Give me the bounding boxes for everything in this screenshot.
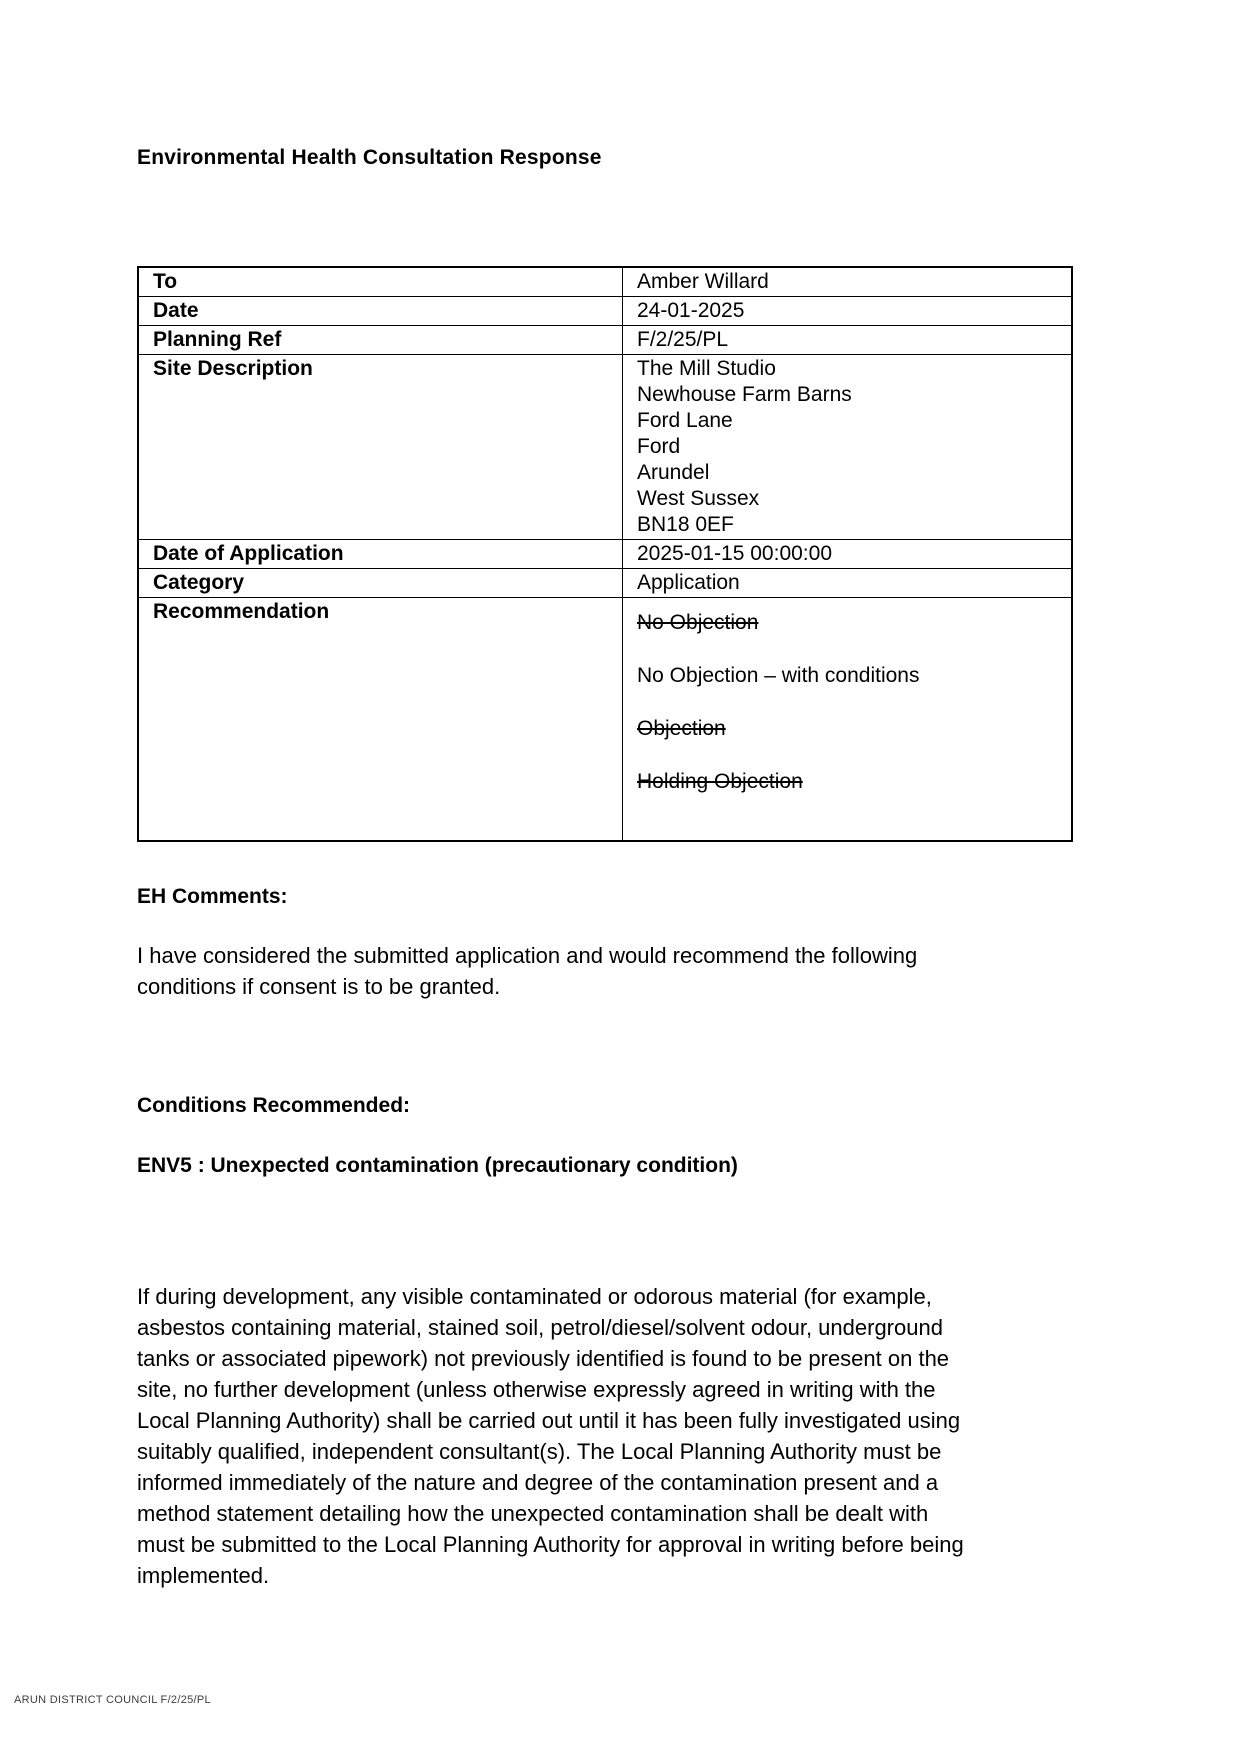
row-label: Date [138,297,623,326]
row-value: Amber Willard [623,267,1073,297]
document-title: Environmental Health Consultation Response [137,146,602,169]
table-row [138,297,1072,326]
info-table-body [138,267,1072,841]
table-row [138,355,1072,540]
table-row [138,540,1072,569]
row-value: 24-01-2025 [623,297,1073,326]
table-row [138,569,1072,598]
table-row [138,598,1072,842]
table-row [138,267,1072,297]
row-label: Recommendation [138,598,623,842]
recommendation-option-selected: No Objection – with conditions [637,664,920,687]
row-label: Category [138,569,623,598]
address-line: Newhouse Farm Barns [637,383,852,406]
row-label: To [138,267,623,297]
recommendation-option-struck: No Objection [637,611,759,634]
recommendation-option-struck: Holding Objection [637,770,803,793]
eh-comments-heading: EH Comments: [137,885,288,908]
recommendation-option-struck: Objection [637,717,726,740]
address-line: Ford Lane [637,409,733,432]
address-line: Arundel [637,461,710,484]
row-value: Application [623,569,1073,598]
env5-condition-heading: ENV5 : Unexpected contamination (precautionary condition) [137,1154,738,1177]
address-line: Ford [637,435,681,458]
row-value: F/2/25/PL [623,326,1073,355]
row-value [623,355,1073,540]
conditions-recommended-heading: Conditions Recommended: [137,1094,411,1117]
row-label: Planning Ref [138,326,623,355]
row-label: Date of Application [138,540,623,569]
address-line: The Mill Studio [637,357,776,380]
row-value [623,598,1073,842]
address-line: BN18 0EF [637,513,734,536]
eh-comments-body: I have considered the submitted application and would recommend the following conditions if consent is to be granted. [137,943,918,999]
page-footer: ARUN DISTRICT COUNCIL F/2/25/PL [14,1694,211,1706]
consultation-info-table [137,266,1073,842]
row-value: 2025-01-15 00:00:00 [623,540,1073,569]
row-label: Site Description [138,355,623,540]
table-row [138,326,1072,355]
address-line: West Sussex [637,487,760,510]
env5-condition-body: If during development, any visible contaminated or odorous material (for example, asbestos containing material, stained soil, petrol/diesel/solvent odour, underground tanks or associated pipework) not previously identified is found to be present on the site, no further development (unless otherwise expressly agreed in writing with the Local Planning Authority) shall be carried out until it has been fully investigated using suitably qualified, independent consultant(s). The Local Planning Authority must be informed immediately of the nature and degree of the contamination present and a method statement detailing how the unexpected contamination shall be dealt with must be submitted to the Local Planning Authority for approval in writing before being implemented. [137,1284,964,1588]
